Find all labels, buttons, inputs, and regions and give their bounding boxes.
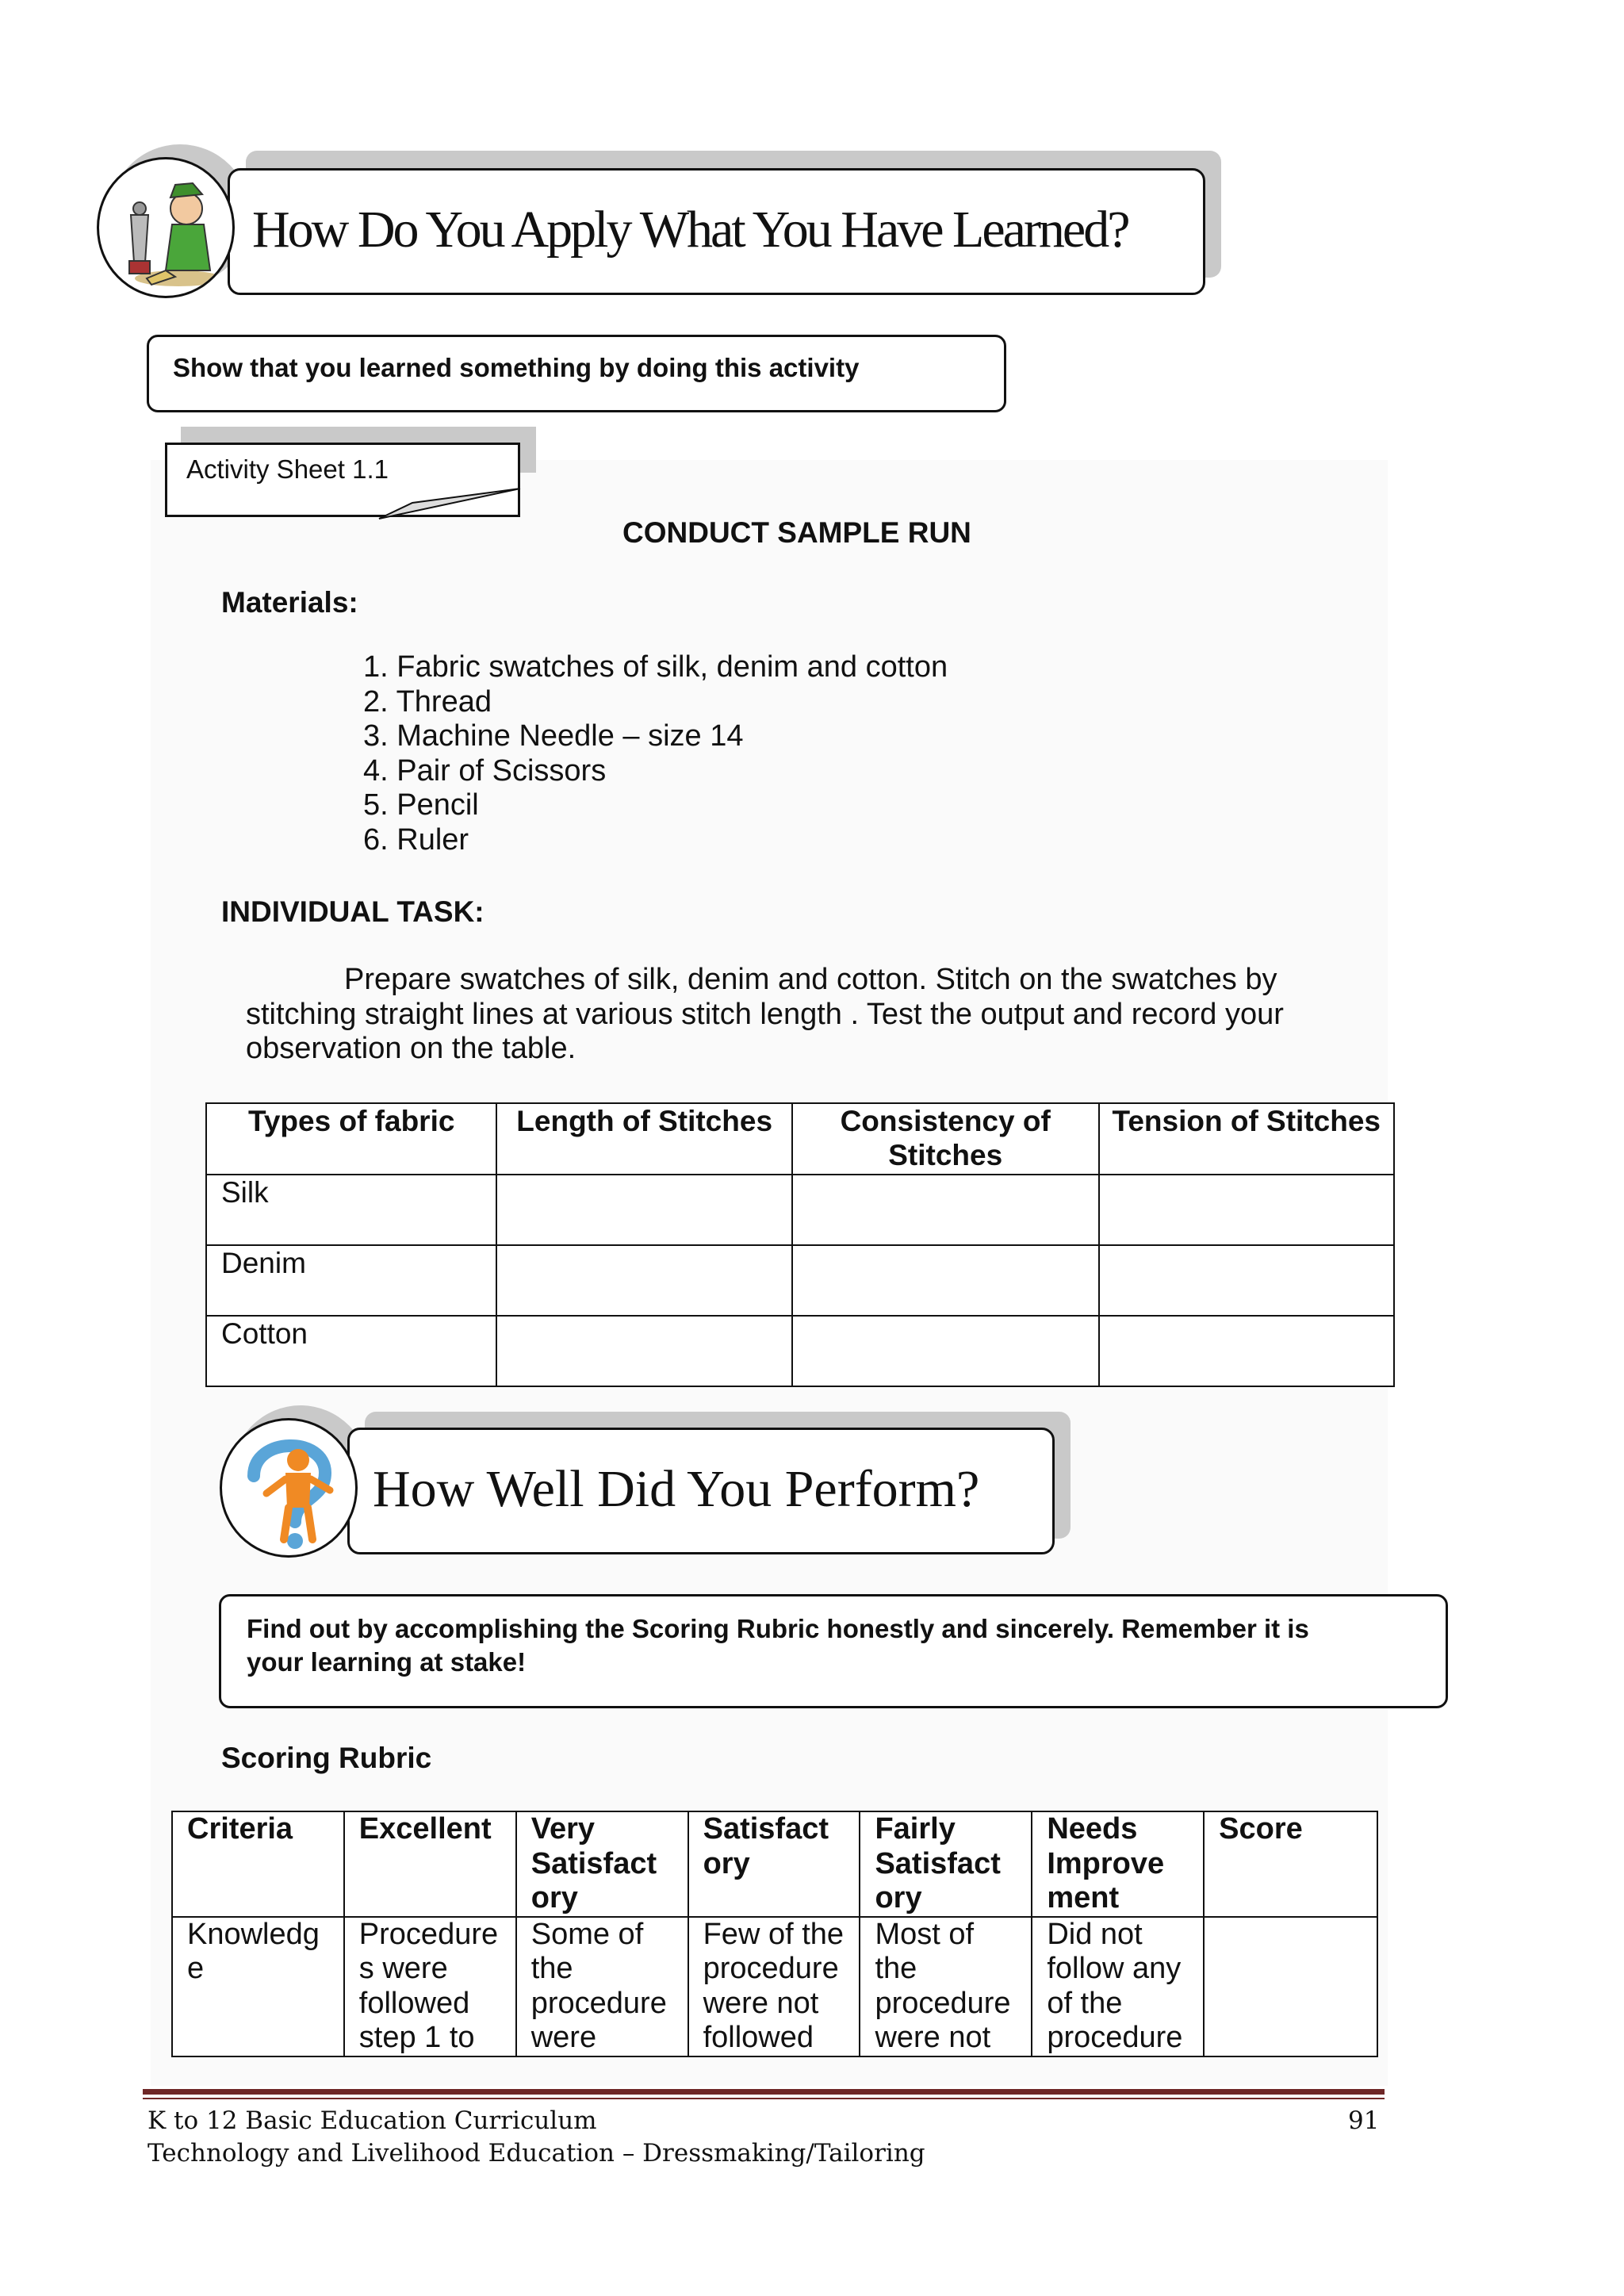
header-very-satisfactory: Very Satisfact ory <box>516 1811 688 1917</box>
fairly-satisfactory-cell: Most of the procedure were not <box>860 1917 1032 2056</box>
input-cell[interactable] <box>1099 1245 1395 1316</box>
header-length-of-stitches: Length of Stitches <box>496 1103 791 1175</box>
rubric-table <box>171 1811 1378 2057</box>
perform-instruction-line: your learning at stake! <box>247 1647 527 1677</box>
list-item: 4. Pair of Scissors <box>363 753 607 788</box>
perform-instruction-line: Find out by accomplishing the Scoring Rubric honestly and sincerely. Remember it is <box>247 1614 1309 1643</box>
header-criteria: Criteria <box>172 1811 344 1917</box>
question-mark-icon <box>220 1418 358 1558</box>
header-excellent: Excellent <box>344 1811 516 1917</box>
input-cell[interactable] <box>496 1316 791 1386</box>
very-satisfactory-cell: Some of the procedure were <box>516 1917 688 2056</box>
task-line: observation on the table. <box>246 1032 576 1065</box>
list-item: 1. Fabric swatches of silk, denim and cotton <box>363 650 948 684</box>
observation-table <box>205 1102 1395 1387</box>
table-row <box>206 1316 1394 1386</box>
input-cell[interactable] <box>792 1175 1099 1245</box>
input-cell[interactable] <box>1099 1175 1395 1245</box>
header-score: Score <box>1204 1811 1377 1917</box>
tailor-mascot-icon <box>97 157 235 298</box>
footer-line-1: K to 12 Basic Education Curriculum <box>147 2106 597 2135</box>
page-number: 91 <box>1348 2106 1380 2135</box>
perform-instruction-box <box>219 1594 1448 1708</box>
rubric-heading: Scoring Rubric <box>221 1742 432 1774</box>
apply-instruction-box <box>147 335 1006 412</box>
task-paragraph <box>246 963 1372 1067</box>
needs-improvement-cell: Did not follow any of the procedure <box>1032 1917 1204 2056</box>
header-fairly-satisfactory: Fairly Satisfact ory <box>860 1811 1032 1917</box>
apply-title: How Do You Apply What You Have Learned? <box>252 201 1128 259</box>
table-row <box>172 1917 1377 2056</box>
list-item: 6. Ruler <box>363 822 469 857</box>
score-cell[interactable] <box>1204 1917 1377 2056</box>
criteria-cell: Knowledg e <box>172 1917 344 2056</box>
input-cell[interactable] <box>792 1245 1099 1316</box>
header-types-of-fabric: Types of fabric <box>206 1103 496 1175</box>
header-satisfactory: Satisfact ory <box>688 1811 860 1917</box>
list-item: 3. Machine Needle – size 14 <box>363 719 744 753</box>
task-line: Prepare swatches of silk, denim and cotton. Stitch on the swatches by <box>344 963 1277 996</box>
header-tension: Tension of Stitches <box>1099 1103 1395 1175</box>
table-header-row <box>206 1103 1394 1175</box>
input-cell[interactable] <box>1099 1316 1395 1386</box>
activity-heading: CONDUCT SAMPLE RUN <box>622 516 971 549</box>
footer-line-2: Technology and Livelihood Education – Dressmaking/Tailoring <box>147 2139 925 2168</box>
input-cell[interactable] <box>496 1175 791 1245</box>
header-needs-improvement: Needs Improve ment <box>1032 1811 1204 1917</box>
input-cell[interactable] <box>496 1245 791 1316</box>
list-item: 2. Thread <box>363 684 492 719</box>
table-row <box>206 1245 1394 1316</box>
footer-divider-thin <box>143 2098 1385 2099</box>
task-line: stitching straight lines at various stitch length . Test the output and record your <box>246 997 1284 1031</box>
header-consistency: Consistency of Stitches <box>792 1103 1099 1175</box>
task-heading: INDIVIDUAL TASK: <box>221 895 485 928</box>
satisfactory-cell: Few of the procedure were not followed <box>688 1917 860 2056</box>
table-row <box>206 1175 1394 1245</box>
fabric-cell: Cotton <box>206 1316 496 1386</box>
fabric-cell: Denim <box>206 1245 496 1316</box>
activity-sheet-text: Activity Sheet 1.1 <box>186 454 389 484</box>
excellent-cell: Procedure s were followed step 1 to <box>344 1917 516 2056</box>
perform-title: How Well Did You Perform? <box>373 1460 980 1518</box>
materials-list <box>363 650 948 857</box>
apply-instruction-text: Show that you learned something by doing this activity <box>173 353 860 382</box>
footer-divider <box>143 2089 1385 2095</box>
materials-heading: Materials: <box>221 586 358 619</box>
page-curl-icon <box>373 485 523 520</box>
table-header-row <box>172 1811 1377 1917</box>
fabric-cell: Silk <box>206 1175 496 1245</box>
list-item: 5. Pencil <box>363 788 479 822</box>
input-cell[interactable] <box>792 1316 1099 1386</box>
